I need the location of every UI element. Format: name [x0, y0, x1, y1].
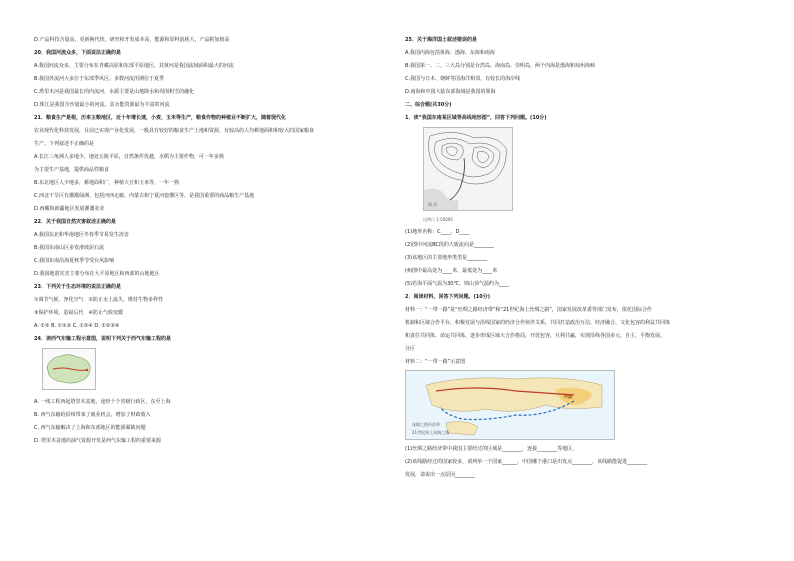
q22-option-d: D.我国地震灾害主要分布在大平原地区和西部的山地地区	[34, 271, 160, 277]
left-column	[34, 34, 394, 448]
q2-stem: 2．阅读材料，回答下列问题。(10分)	[405, 294, 491, 300]
material-2: 材料二：“一带一路”示意图	[405, 359, 466, 365]
q2-sub-1: (1)丝绸之路经济带中我国主要经过的区域是________，连接________等地区，	[405, 446, 578, 452]
q20-option-b: B.我国外流河大多位于东部季风区，多数河流汛期位于夏季	[34, 76, 165, 82]
q19-option-d: D.产品科技含量高，更新换代快，研究和开发成本高，能源和原料消耗大，产品附加值高	[34, 37, 230, 43]
q21-option-a-2: 为主要生产基地，提供商品性粮食	[34, 167, 110, 173]
q1-sub-4: (4)图中最高处为____米，最低处为____米	[405, 268, 498, 274]
scale-label: 比例尺 1:50000	[423, 217, 453, 222]
china-map-icon	[43, 349, 95, 389]
q21-option-c: C.西北干旱区有灌溉绿洲，包括河西走廊、内蒙古和宁夏河套灌区等，是我国重要的商品粮生产基地	[34, 193, 255, 199]
q25-option-d: D.南海和中国大陆东部海域是我国的领海	[405, 89, 496, 95]
q22-option-a: A.我国东北和华南地区冬春季节易发生冻害	[34, 232, 129, 238]
legend-maritime-road: 21世纪海上丝绸之路	[412, 429, 450, 435]
q24-option-a: A. 一线工程西起塔里木盆地，途经十个省级行政区，东至上海	[34, 399, 171, 405]
q24-option-b: B. 西气东输给沿线带来了就业机会，增加了财政收入	[34, 412, 151, 418]
q1-sub-2: (2)图中河流BC段的大致流向是________	[405, 242, 494, 248]
q20-option-c: C.塔里木河是我国最长的内流河，水源主要是山地降水和周围积雪的融化	[34, 89, 195, 95]
q2-sub-2-cont: 发展，请说出一点原因________	[405, 472, 476, 478]
q21-option-b: B.东北地区人少地多，耕地面积广，种植大豆和玉米等，一年一熟	[34, 180, 180, 186]
section-title: 二、综合题(共30分)	[405, 102, 452, 108]
sea-label: 海 洋	[428, 201, 438, 207]
q22-stem: 22．关于我国自然灾害叙述正确的是	[34, 219, 116, 225]
china-label: 中国	[564, 394, 572, 399]
q25-stem: 25．关于海洋国土叙述错误的是	[405, 37, 477, 43]
q21-stem-3: 生产。下列叙述不正确的是	[34, 141, 95, 147]
q23-choices: A. ①② B. ①②③ C. ①②④ D. ①②③④	[34, 323, 120, 329]
right-column	[405, 34, 767, 482]
map-legend	[412, 421, 449, 436]
q24-option-c: C. 西气东输解决了上海和东部地区的能源紧缺问题	[34, 425, 146, 431]
q20-option-d: D.珠江是我国含沙量最小的河流，其水能资源最为丰富的河流	[34, 102, 170, 108]
belt-and-road-map	[405, 370, 615, 440]
q1-sub-3: (3)该地区的主要地形类型是________	[405, 255, 488, 261]
material-1-3: 和责任共同体、命运共同体，逐步形成区域大合作格局，开放包容，互利共赢，实现沿线各国多元、自主、平衡发展。	[405, 333, 666, 339]
q25-option-c: C.我国与日本、朝鲜等国海洋相邻，有较长的海岸线	[405, 76, 521, 82]
west-east-gas-map	[42, 348, 96, 390]
legend-silk-road: 丝绸之路经济带	[412, 422, 440, 428]
q24-stem: 24．读西气东输工程示意图，说明下列关于西气东输工程的是	[34, 336, 171, 342]
q21-option-a: A.长江三角洲人多地少，地处丘陵平原，自然条件优越，水稻为主要作物，可一年多熟	[34, 154, 224, 160]
q22-option-c: C.我国东南沿海夏秋季节受台风影响	[34, 258, 115, 264]
q2-sub-2: (2)该线路经过的国家较多，请列举一个国家______，中国哪个港口是出发点________，该线路能促进________	[405, 459, 648, 465]
q20-stem: 20．我国河流众多，下面说法正确的是	[34, 50, 121, 56]
material-1-4: 分区	[405, 346, 416, 352]
q1-sub-5: (5)若海平面气温为30℃，则山顶气温约为____	[405, 281, 510, 287]
q23-stem: 23．下列关于生态环境的说法正确的是	[34, 284, 121, 290]
q25-option-b: B.我国第一、二、三大岛分别是台湾岛、海南岛、崇明岛，两个内海是渤海和琼州海峡	[405, 63, 596, 69]
contour-map	[423, 127, 513, 211]
q21-stem: 21．粮食生产是根，历来主粮地区，近十年增长速，小麦、玉米等生产，粮食作物的种植业不断扩大，随着现代化	[34, 115, 286, 121]
q21-stem-2: 农业现代化科技发展，目前已实现产业化发展，一般具有较好的粮食生产土地和资源，有较高的人均耕地面积和较大的国家粮食	[34, 128, 315, 134]
q1-sub-1: (1)地形名称：C____，D____	[405, 229, 470, 235]
q20-option-a: A.我国河流众多，主要分布在青藏高原和东部平原地区，其黄河是我国流域面积最大的河流	[34, 63, 234, 69]
q24-option-d: D. 塔里木盆地的油气资源开发是西气东输工程的重要来源	[34, 438, 162, 444]
material-1-2: 机制和区域合作平台，积极发展与沿线国家的经济合作伙伴关系，共同打造政治互信、经济融合、文化包容的利益共同体	[405, 320, 671, 326]
material-1: 材料一：“一带一路”是“丝绸之路经济带”和“21世纪海上丝绸之路”，国家发展改革委等部门发布，依托国际合作	[405, 307, 652, 313]
q21-option-d: D.西藏和新疆地区发展灌溉农业	[34, 206, 105, 212]
q22-option-b: B.我国东南山区多发滑坡泥石流	[34, 245, 105, 251]
q1-stem: 1．读“我国东南某区域等高线地形图”，回答下列问题。(10分)	[405, 115, 547, 121]
q23-items-2: ③保护环境，造福后代 ④防止气候变暖	[34, 310, 123, 316]
q23-items: ①调节气候，净化空气 ②防止水土流失，维持生物多样性	[34, 297, 163, 303]
contour-lines-icon	[424, 128, 512, 210]
q25-option-a: A.我国内海包括黄海、渤海、东海和南海	[405, 50, 495, 56]
